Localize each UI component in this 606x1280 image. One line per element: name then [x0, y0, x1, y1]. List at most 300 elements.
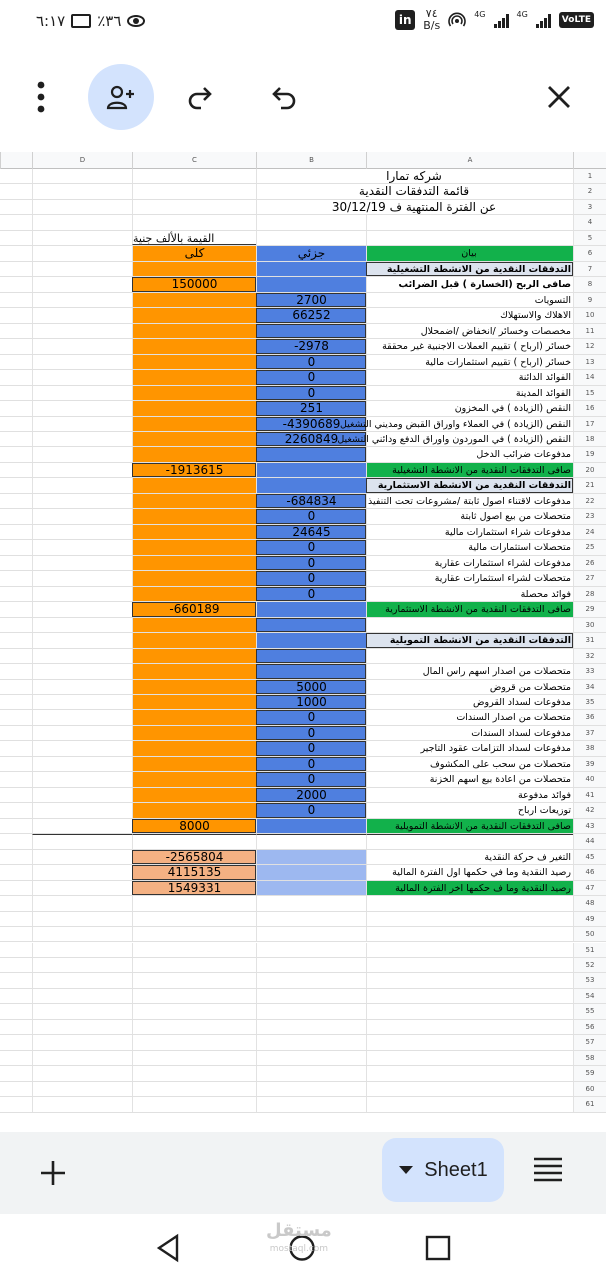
cell-d[interactable]: [32, 355, 132, 369]
cell-a[interactable]: فوائد مدفوعة: [366, 788, 573, 802]
cell-c[interactable]: [132, 587, 256, 601]
cell-a[interactable]: النقص (الزيادة ) في العملاء واوراق القبض ومديني التشغيل: [339, 418, 571, 430]
cell-c[interactable]: [132, 1051, 256, 1065]
cell-a[interactable]: [366, 1097, 573, 1111]
column-header-b[interactable]: B: [256, 152, 366, 169]
row-number[interactable]: 34: [573, 680, 606, 694]
cell-d[interactable]: [32, 803, 132, 817]
cell-c[interactable]: [132, 215, 256, 229]
cell-d[interactable]: [32, 1035, 132, 1049]
cell-b[interactable]: -2978: [256, 339, 366, 353]
cell-b[interactable]: [256, 865, 366, 879]
cell-b[interactable]: 66252: [256, 308, 366, 322]
cell-a[interactable]: قائمة التدفقات النقدية: [256, 184, 573, 198]
cell-a[interactable]: متحصلات من اعادة بيع اسهم الخزنة: [366, 772, 573, 786]
cell-a[interactable]: مخصصات وخسائر /انخفاض /اضمحلال: [366, 324, 573, 338]
cell-a[interactable]: صافى التدفقات النقدية من الانشطة الاستثمارية: [366, 602, 573, 616]
row-number[interactable]: 36: [573, 710, 606, 724]
cell-c[interactable]: [132, 1004, 256, 1018]
row-number[interactable]: 33: [573, 664, 606, 678]
cell-c[interactable]: [132, 649, 256, 663]
cell-c[interactable]: [132, 1082, 256, 1096]
row-number[interactable]: 52: [573, 958, 606, 972]
cell-b[interactable]: [256, 1051, 366, 1065]
cell-d[interactable]: [32, 277, 132, 291]
cell-c[interactable]: [132, 339, 256, 353]
row-number[interactable]: 54: [573, 989, 606, 1003]
cell-d[interactable]: [32, 726, 132, 740]
cell-d[interactable]: [32, 912, 132, 926]
cell-a[interactable]: شركه تمارا: [256, 169, 573, 183]
cell-d[interactable]: [32, 1066, 132, 1080]
cell-c[interactable]: [132, 525, 256, 539]
cell-c[interactable]: [132, 370, 256, 384]
cell-d[interactable]: [32, 741, 132, 755]
cell-d[interactable]: [32, 958, 132, 972]
cell-b[interactable]: 2260849: [256, 432, 366, 446]
cell-a[interactable]: النقص (الزيادة ) في الموردون واوراق الدفع ودائني التشغيل: [337, 433, 571, 445]
row-number[interactable]: 35: [573, 695, 606, 709]
row-number[interactable]: 40: [573, 772, 606, 786]
cell-d[interactable]: [32, 463, 132, 477]
column-header-a[interactable]: A: [366, 152, 573, 169]
redo-button[interactable]: [168, 64, 234, 130]
cell-b[interactable]: [256, 215, 366, 229]
share-button[interactable]: [88, 64, 154, 130]
cell-a[interactable]: مدفوعات لسداد التزامات عقود التاجير: [366, 741, 573, 755]
cell-d[interactable]: [32, 989, 132, 1003]
cell-a[interactable]: التدفقات النقدية من الانشطة التمويلية: [366, 633, 573, 647]
cell-a[interactable]: مدفوعات لاقتناء اصول ثابتة /مشروعات تحت التنفيذ: [368, 495, 571, 507]
cell-b[interactable]: [256, 1066, 366, 1080]
cell-a[interactable]: [366, 989, 573, 1003]
cell-a[interactable]: [366, 1035, 573, 1049]
cell-a[interactable]: الفوائد المدينة: [366, 386, 573, 400]
cell-c[interactable]: -660189: [132, 602, 256, 616]
cell-a[interactable]: خسائر (ارباح ) تقييم العملات الاجنبية غير محققة: [366, 339, 573, 353]
cell-b[interactable]: [256, 819, 366, 833]
cell-b[interactable]: -4390689: [256, 417, 366, 431]
row-number[interactable]: 47: [573, 881, 606, 895]
cell-b[interactable]: [256, 989, 366, 1003]
all-sheets-button[interactable]: [532, 1156, 572, 1190]
cell-c[interactable]: [132, 757, 256, 771]
cell-d[interactable]: [32, 1004, 132, 1018]
nav-recents-button[interactable]: [418, 1228, 458, 1268]
cell-a[interactable]: [366, 649, 573, 663]
cell-d[interactable]: [32, 788, 132, 802]
cell-c[interactable]: [132, 509, 256, 523]
row-number[interactable]: 28: [573, 587, 606, 601]
row-number[interactable]: 18: [573, 432, 606, 446]
cell-d[interactable]: [32, 757, 132, 771]
row-number[interactable]: 53: [573, 973, 606, 987]
cell-c[interactable]: [132, 432, 256, 446]
cell-b[interactable]: [256, 1035, 366, 1049]
cell-a[interactable]: [366, 215, 573, 229]
cell-a[interactable]: رصيد النقدية وما ف حكمها اخر الفترة المالية: [366, 881, 573, 895]
cell-d[interactable]: [32, 293, 132, 307]
row-number[interactable]: 4: [573, 215, 606, 229]
cell-c[interactable]: [132, 695, 256, 709]
cell-b[interactable]: [256, 231, 366, 245]
row-number[interactable]: 59: [573, 1066, 606, 1080]
cell-c[interactable]: 150000: [132, 277, 256, 291]
cell-d[interactable]: [32, 695, 132, 709]
cell-b[interactable]: 0: [256, 757, 366, 771]
cell-b[interactable]: [256, 943, 366, 957]
cell-c[interactable]: [132, 664, 256, 678]
cell-d[interactable]: [32, 525, 132, 539]
cell-d[interactable]: [32, 1051, 132, 1065]
cell-d[interactable]: [32, 973, 132, 987]
cell-c[interactable]: [132, 788, 256, 802]
row-number[interactable]: 11: [573, 324, 606, 338]
row-number[interactable]: 38: [573, 741, 606, 755]
cell-d[interactable]: [32, 649, 132, 663]
cell-b[interactable]: [256, 649, 366, 663]
cell-d[interactable]: [32, 432, 132, 446]
cell-b[interactable]: [256, 618, 366, 632]
cell-a[interactable]: الفوائد الدائنة: [366, 370, 573, 384]
cell-b[interactable]: 0: [256, 772, 366, 786]
spreadsheet-grid[interactable]: [0, 152, 606, 1132]
row-number[interactable]: 3: [573, 200, 606, 214]
cell-c[interactable]: [132, 1020, 256, 1034]
cell-d[interactable]: [32, 571, 132, 585]
row-number[interactable]: 57: [573, 1035, 606, 1049]
cell-a[interactable]: صافى التدفقات النقدية من الانشطة التمويلية: [366, 819, 573, 833]
cell-d[interactable]: [32, 169, 132, 183]
cell-c[interactable]: [132, 896, 256, 910]
cell-c[interactable]: [132, 741, 256, 755]
cell-d[interactable]: [32, 308, 132, 322]
cell-c[interactable]: [132, 1035, 256, 1049]
cell-c[interactable]: [132, 355, 256, 369]
cell-b[interactable]: [256, 463, 366, 477]
cell-a[interactable]: صافى الربح (الخسارة ) قبل الضرائب: [366, 277, 573, 291]
row-number[interactable]: 9: [573, 293, 606, 307]
cell-a[interactable]: متحصلات لشراء استثمارات عقارية: [366, 571, 573, 585]
row-number[interactable]: 50: [573, 927, 606, 941]
add-sheet-button[interactable]: [30, 1150, 76, 1196]
cell-b[interactable]: 0: [256, 710, 366, 724]
cell-a[interactable]: عن الفترة المنتهية ف 30/12/19: [256, 200, 573, 214]
row-number[interactable]: 1: [573, 169, 606, 183]
cell-b[interactable]: [256, 973, 366, 987]
cell-b[interactable]: 0: [256, 726, 366, 740]
cell-d[interactable]: [32, 215, 132, 229]
nav-back-button[interactable]: [148, 1228, 188, 1268]
row-number[interactable]: 19: [573, 447, 606, 461]
cell-d[interactable]: [32, 618, 132, 632]
cell-b[interactable]: 0: [256, 803, 366, 817]
row-number[interactable]: 60: [573, 1082, 606, 1096]
row-number[interactable]: 8: [573, 277, 606, 291]
undo-button[interactable]: [250, 64, 316, 130]
cell-c[interactable]: [132, 1097, 256, 1111]
cell-c[interactable]: [132, 726, 256, 740]
row-number[interactable]: 42: [573, 803, 606, 817]
cell-b[interactable]: 24645: [256, 525, 366, 539]
cell-a[interactable]: متحصلات استثمارات مالية: [366, 540, 573, 554]
row-number[interactable]: 24: [573, 525, 606, 539]
cell-c[interactable]: [132, 308, 256, 322]
cell-c[interactable]: 1549331: [132, 881, 256, 895]
cell-d[interactable]: [32, 680, 132, 694]
cell-d[interactable]: [32, 850, 132, 864]
cell-c[interactable]: [132, 494, 256, 508]
row-number[interactable]: 7: [573, 262, 606, 276]
cell-a[interactable]: متحصلات من اصدار السندات: [366, 710, 573, 724]
cell-c[interactable]: [132, 973, 256, 987]
row-number[interactable]: 10: [573, 308, 606, 322]
row-number[interactable]: 16: [573, 401, 606, 415]
column-header-d[interactable]: D: [32, 152, 132, 169]
row-number[interactable]: 48: [573, 896, 606, 910]
cell-d[interactable]: [32, 664, 132, 678]
cell-d[interactable]: [32, 927, 132, 941]
row-number[interactable]: 17: [573, 417, 606, 431]
cell-d[interactable]: [32, 401, 132, 415]
cell-c[interactable]: [132, 571, 256, 585]
cell-c[interactable]: القيمة بالألف جنية: [132, 231, 256, 245]
row-number[interactable]: 2: [573, 184, 606, 198]
row-number[interactable]: 30: [573, 618, 606, 632]
cell-b[interactable]: [256, 262, 366, 276]
cell-c[interactable]: [132, 417, 256, 431]
more-options-button[interactable]: [8, 64, 74, 130]
cell-c[interactable]: [132, 200, 256, 214]
cell-a[interactable]: [366, 231, 573, 245]
cell-b[interactable]: 0: [256, 587, 366, 601]
cell-a[interactable]: متحصلات من بيع اصول ثابتة: [366, 509, 573, 523]
row-number[interactable]: 6: [573, 246, 606, 260]
cell-d[interactable]: [32, 509, 132, 523]
cell-c[interactable]: [132, 184, 256, 198]
cell-d[interactable]: [32, 478, 132, 492]
cell-c[interactable]: [132, 633, 256, 647]
cell-d[interactable]: [32, 710, 132, 724]
close-button[interactable]: [526, 64, 592, 130]
row-number[interactable]: 12: [573, 339, 606, 353]
cell-d[interactable]: [32, 865, 132, 879]
cell-d[interactable]: [32, 602, 132, 616]
cell-a[interactable]: [366, 1082, 573, 1096]
cell-a[interactable]: [366, 896, 573, 910]
cell-c[interactable]: [132, 324, 256, 338]
row-number[interactable]: 55: [573, 1004, 606, 1018]
cell-a[interactable]: فوائد محصلة: [366, 587, 573, 601]
cell-b[interactable]: [256, 896, 366, 910]
row-number[interactable]: 31: [573, 633, 606, 647]
cell-c[interactable]: [132, 989, 256, 1003]
cell-c[interactable]: [132, 401, 256, 415]
cell-b[interactable]: 0: [256, 571, 366, 585]
row-number[interactable]: 5: [573, 231, 606, 245]
cell-d[interactable]: [32, 386, 132, 400]
row-number[interactable]: 29: [573, 602, 606, 616]
cell-a[interactable]: [366, 1004, 573, 1018]
cell-b[interactable]: 2700: [256, 293, 366, 307]
cell-c[interactable]: [132, 680, 256, 694]
cell-b[interactable]: [256, 912, 366, 926]
cell-a[interactable]: مدفوعات شراء استثمارات مالية: [366, 525, 573, 539]
cell-d[interactable]: [32, 633, 132, 647]
cell-c[interactable]: [132, 958, 256, 972]
cell-b[interactable]: [256, 1082, 366, 1096]
cell-d[interactable]: [32, 587, 132, 601]
cell-b[interactable]: [256, 633, 366, 647]
cell-b[interactable]: [256, 927, 366, 941]
cell-a[interactable]: مدفوعات لسداد القروض: [366, 695, 573, 709]
cell-c[interactable]: كلى: [132, 246, 256, 260]
row-number[interactable]: 56: [573, 1020, 606, 1034]
cell-b[interactable]: 0: [256, 741, 366, 755]
cell-a[interactable]: بيان: [366, 246, 573, 260]
cell-b[interactable]: [256, 277, 366, 291]
cell-a[interactable]: متحصلات من قروض: [366, 680, 573, 694]
cell-c[interactable]: [132, 1066, 256, 1080]
cell-b[interactable]: 5000: [256, 680, 366, 694]
cell-b[interactable]: [256, 1004, 366, 1018]
cell-a[interactable]: خسائر (ارباح ) تقييم استثمارات مالية: [366, 355, 573, 369]
cell-a[interactable]: التغير ف حركة النقدية: [366, 850, 573, 864]
cell-d[interactable]: [32, 231, 132, 245]
cell-c[interactable]: 4115135: [132, 865, 256, 879]
cell-a[interactable]: مدفوعات لشراء استثمارات عقارية: [366, 556, 573, 570]
cell-c[interactable]: [132, 618, 256, 632]
cell-c[interactable]: [132, 447, 256, 461]
row-number[interactable]: 44: [573, 834, 606, 848]
cell-a[interactable]: [366, 927, 573, 941]
cell-d[interactable]: [32, 370, 132, 384]
cell-c[interactable]: -2565804: [132, 850, 256, 864]
cell-b[interactable]: [256, 1020, 366, 1034]
cell-a[interactable]: مدفوعات لسداد السندات: [366, 726, 573, 740]
row-number[interactable]: 13: [573, 355, 606, 369]
cell-d[interactable]: [32, 1020, 132, 1034]
cell-a[interactable]: التدفقات النقدية من الانشطة الاستثمارية: [366, 478, 573, 492]
row-number[interactable]: 27: [573, 571, 606, 585]
cell-c[interactable]: [132, 262, 256, 276]
cell-d[interactable]: [32, 417, 132, 431]
cell-b[interactable]: [256, 664, 366, 678]
cell-c[interactable]: 8000: [132, 819, 256, 833]
cell-d[interactable]: [32, 772, 132, 786]
cell-c[interactable]: [132, 556, 256, 570]
cell-d[interactable]: [32, 896, 132, 910]
cell-a[interactable]: الاهلاك والاستهلاك: [366, 308, 573, 322]
cell-c[interactable]: [132, 293, 256, 307]
cell-d[interactable]: [32, 339, 132, 353]
cell-a[interactable]: التدفقات النقدية من الانشطة التشغيلية: [366, 262, 573, 276]
cell-b[interactable]: جزئي: [256, 246, 366, 260]
row-number[interactable]: 25: [573, 540, 606, 554]
row-number[interactable]: 46: [573, 865, 606, 879]
cell-c[interactable]: [132, 772, 256, 786]
cell-c[interactable]: [132, 912, 256, 926]
cell-d[interactable]: [32, 447, 132, 461]
cell-b[interactable]: [256, 834, 366, 848]
cell-d[interactable]: [32, 246, 132, 260]
cell-b[interactable]: -684834: [256, 494, 366, 508]
row-number[interactable]: 58: [573, 1051, 606, 1065]
cell-a[interactable]: صافى التدفقات النقدية من الانشطة التشغيلية: [366, 463, 573, 477]
row-number[interactable]: 41: [573, 788, 606, 802]
cell-b[interactable]: [256, 478, 366, 492]
cell-b[interactable]: 0: [256, 509, 366, 523]
cell-b[interactable]: 0: [256, 386, 366, 400]
cell-d[interactable]: [32, 1082, 132, 1096]
cell-d[interactable]: [32, 834, 132, 848]
cell-a[interactable]: متحصلات من سحب على المكشوف: [366, 757, 573, 771]
row-number[interactable]: 21: [573, 478, 606, 492]
cell-b[interactable]: [256, 324, 366, 338]
cell-b[interactable]: 2000: [256, 788, 366, 802]
cell-c[interactable]: [132, 927, 256, 941]
row-number[interactable]: 49: [573, 912, 606, 926]
cell-a[interactable]: [366, 618, 573, 632]
row-number[interactable]: 32: [573, 649, 606, 663]
cell-b[interactable]: [256, 958, 366, 972]
cell-a[interactable]: [366, 943, 573, 957]
cell-d[interactable]: [32, 184, 132, 198]
cell-d[interactable]: [32, 943, 132, 957]
row-number[interactable]: 43: [573, 819, 606, 833]
cell-d[interactable]: [32, 494, 132, 508]
row-number[interactable]: 14: [573, 370, 606, 384]
cell-b[interactable]: 0: [256, 540, 366, 554]
row-number[interactable]: 39: [573, 757, 606, 771]
cell-d[interactable]: [32, 324, 132, 338]
cell-d[interactable]: [32, 1097, 132, 1111]
column-header-c[interactable]: C: [132, 152, 256, 169]
sheet-tab-sheet1[interactable]: [382, 1138, 504, 1202]
cell-d[interactable]: [32, 556, 132, 570]
cell-b[interactable]: 0: [256, 556, 366, 570]
row-number[interactable]: 15: [573, 386, 606, 400]
cell-c[interactable]: [132, 710, 256, 724]
row-number[interactable]: 37: [573, 726, 606, 740]
cell-d[interactable]: [32, 200, 132, 214]
cell-d[interactable]: [32, 262, 132, 276]
cell-d[interactable]: [32, 881, 132, 895]
cell-c[interactable]: [132, 478, 256, 492]
row-number[interactable]: 22: [573, 494, 606, 508]
cell-c[interactable]: [132, 386, 256, 400]
cell-b[interactable]: [256, 881, 366, 895]
row-number[interactable]: 26: [573, 556, 606, 570]
cell-b[interactable]: [256, 1097, 366, 1111]
row-number[interactable]: 20: [573, 463, 606, 477]
cell-a[interactable]: [366, 912, 573, 926]
cell-a[interactable]: متحصلات من اصدار اسهم راس المال: [366, 664, 573, 678]
cell-c[interactable]: [132, 540, 256, 554]
cell-b[interactable]: 0: [256, 355, 366, 369]
cell-a[interactable]: [366, 1066, 573, 1080]
row-number[interactable]: 61: [573, 1097, 606, 1111]
cell-c[interactable]: [132, 803, 256, 817]
cell-a[interactable]: النقص (الزيادة ) في المخزون: [366, 401, 573, 415]
cell-b[interactable]: 251: [256, 401, 366, 415]
cell-a[interactable]: مدفوعات ضرائب الدخل: [366, 447, 573, 461]
cell-a[interactable]: [366, 973, 573, 987]
cell-d[interactable]: [32, 819, 132, 833]
row-number[interactable]: 45: [573, 850, 606, 864]
cell-a[interactable]: التسويات: [366, 293, 573, 307]
cell-b[interactable]: 0: [256, 370, 366, 384]
